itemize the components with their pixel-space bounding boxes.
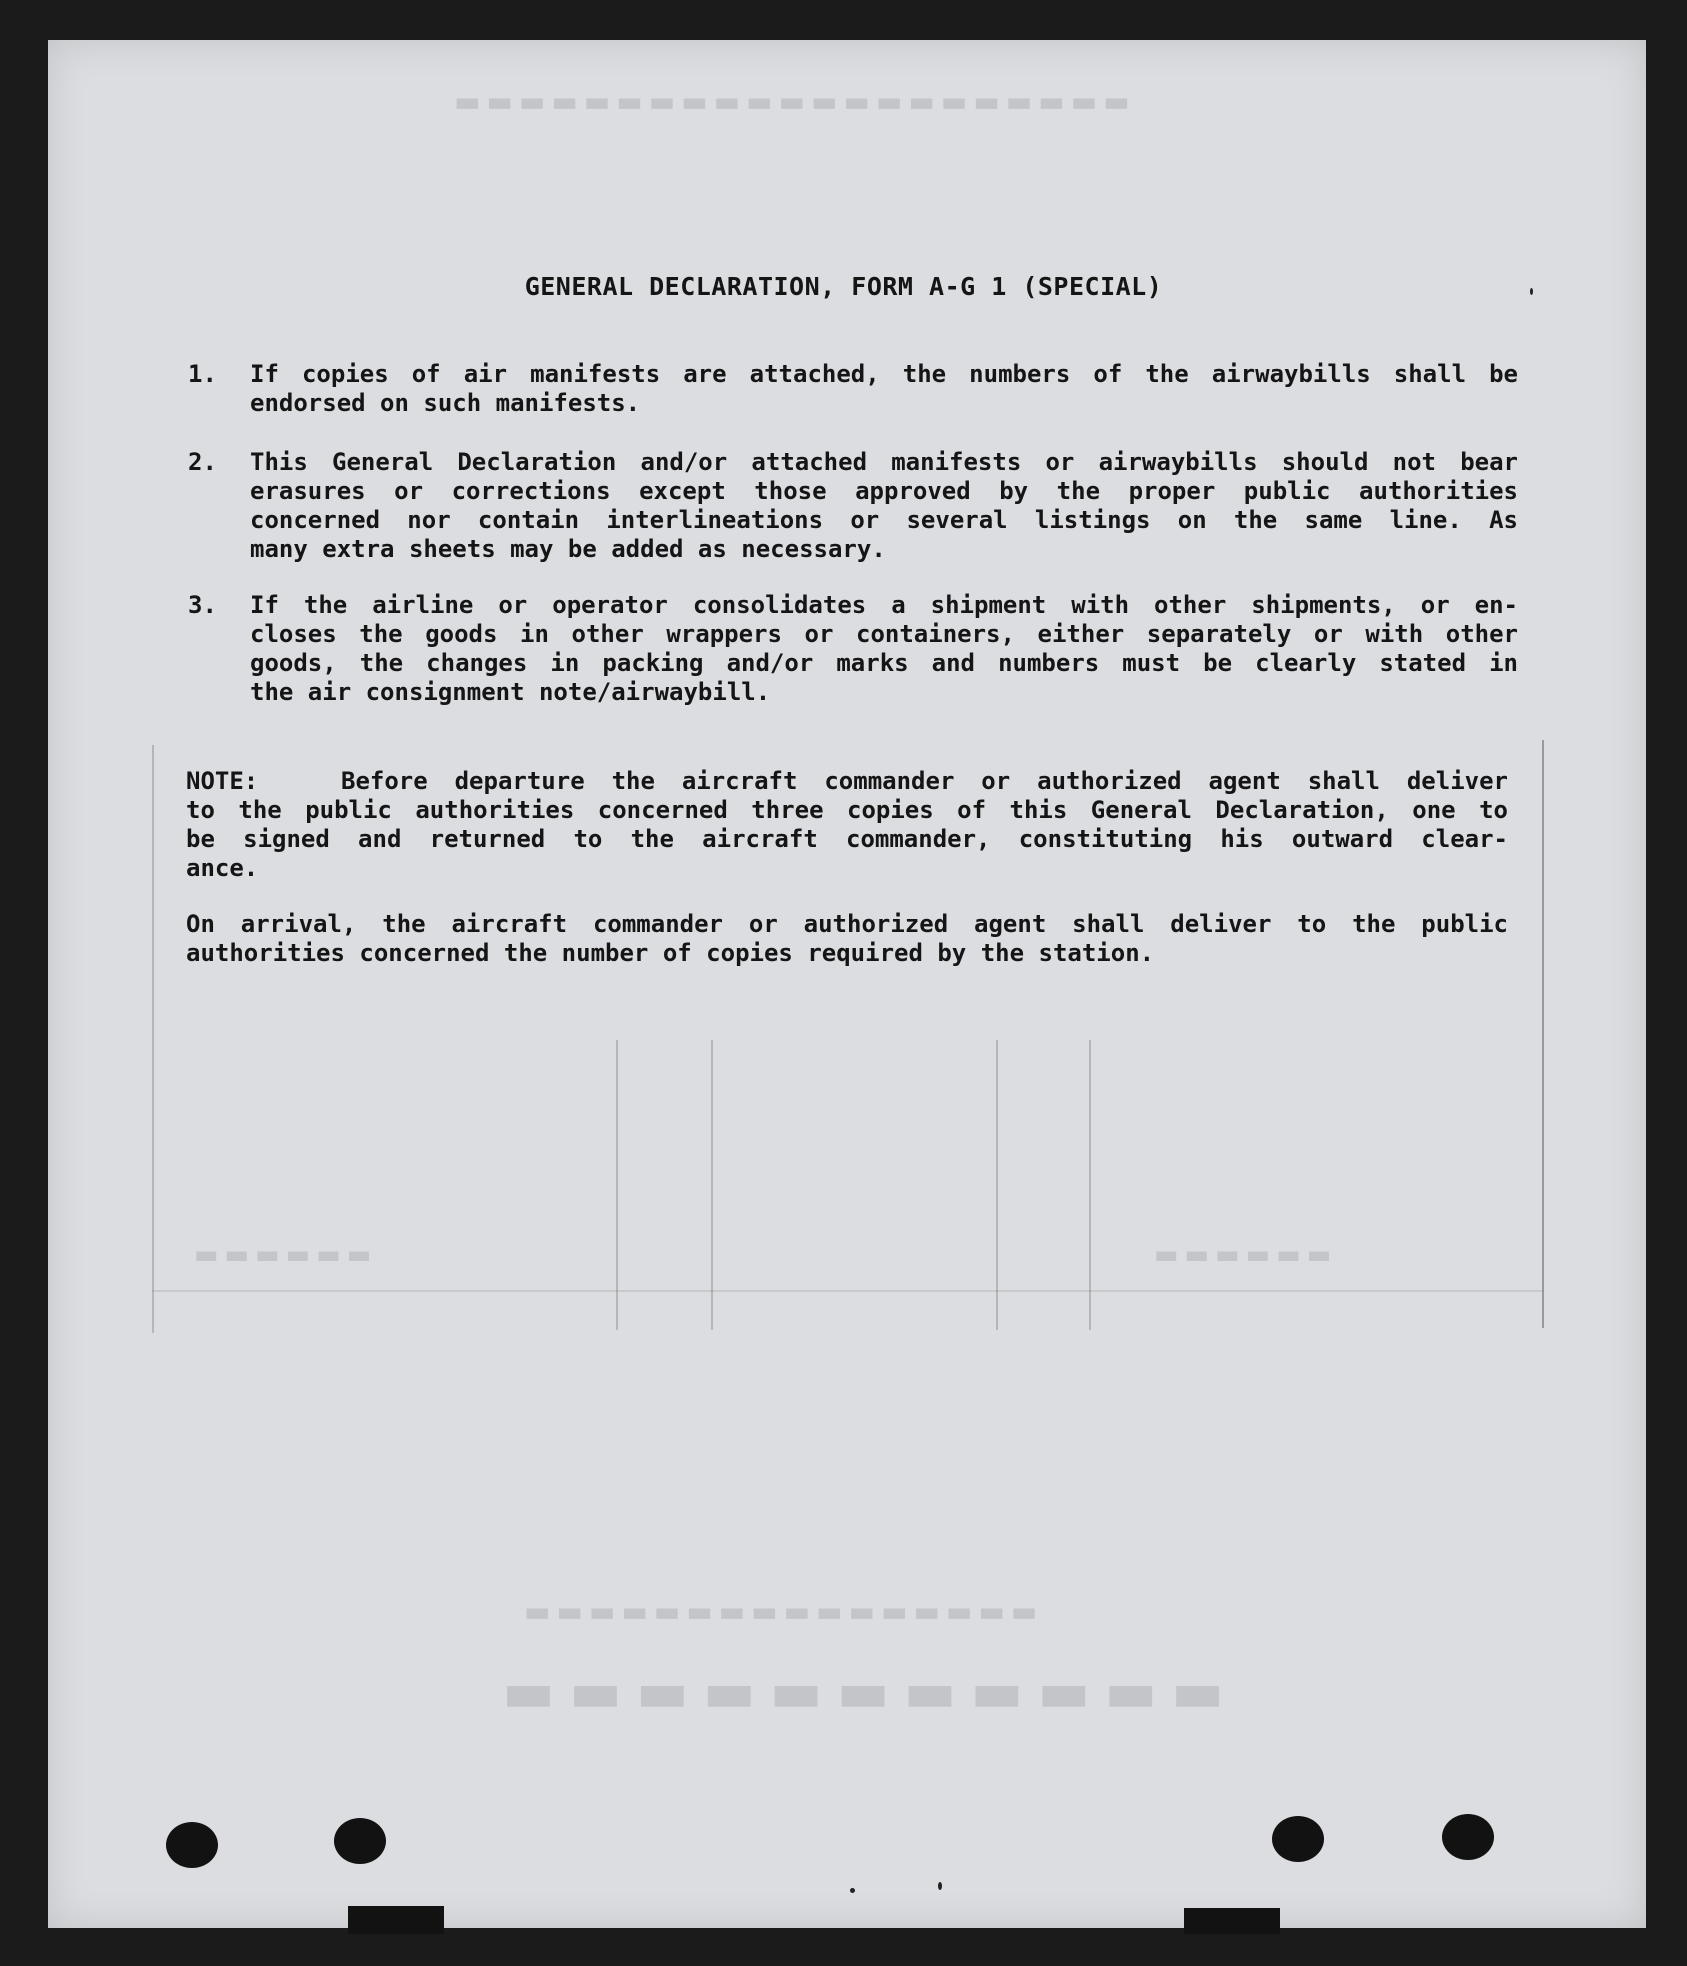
text-line: If the airline or operator consolidates a shipment with other shipments, or en- xyxy=(250,591,1518,619)
text-line: to the public authorities concerned three copies of this General Declaration, one to xyxy=(186,796,1508,824)
paper-speck xyxy=(1530,288,1533,295)
text-line: closes the goods in other wrappers or containers, either separately or with other xyxy=(250,620,1518,648)
bleed-through-subheading: ▬▬▬▬▬▬▬▬▬▬▬▬▬▬▬▬ xyxy=(518,1595,1038,1628)
text-line: On arrival, the aircraft commander or authorized agent shall deliver to the public xyxy=(186,910,1508,938)
frame-left-line xyxy=(152,745,154,1333)
document-title: GENERAL DECLARATION, FORM A-G 1 (SPECIAL) xyxy=(524,272,1163,301)
instruction-item-1 xyxy=(188,360,1518,418)
paper-sheet xyxy=(48,40,1646,1928)
item-number: 1. xyxy=(188,360,217,388)
text-line: the air consignment note/airwaybill. xyxy=(250,678,771,706)
binder-tab xyxy=(348,1906,444,1934)
punch-hole xyxy=(166,1822,218,1868)
frame-column-2 xyxy=(711,1040,713,1330)
text-line: erasures or corrections except those approved by the proper public authorities xyxy=(250,477,1518,505)
paper-speck xyxy=(938,1882,942,1890)
departure-note xyxy=(186,767,1508,883)
frame-column-3 xyxy=(996,1040,998,1330)
punch-hole xyxy=(334,1818,386,1864)
text-line: goods, the changes in packing and/or marks and numbers must be clearly stated in xyxy=(250,649,1518,677)
frame-bottom-line xyxy=(152,1290,1544,1292)
text-line: If copies of air manifests are attached, the numbers of the airwaybills shall be xyxy=(250,360,1518,388)
note-label: NOTE: xyxy=(186,767,259,795)
punch-hole xyxy=(1442,1814,1494,1860)
note-first-line xyxy=(186,767,1508,796)
item-text xyxy=(250,591,1518,707)
text-line: This General Declaration and/or attached manifests or airwaybills should not bear xyxy=(250,448,1518,476)
item-text xyxy=(250,448,1518,564)
frame-right-line xyxy=(1542,740,1544,1328)
paper-speck xyxy=(850,1888,855,1893)
punch-hole xyxy=(1272,1816,1324,1862)
text-line: endorsed on such manifests. xyxy=(250,389,641,417)
bleed-through-header: ▬▬▬▬▬▬▬▬▬▬▬▬▬▬▬▬▬▬▬▬▬ xyxy=(448,85,1130,118)
bleed-through-footer-right: ▬▬▬▬▬▬ xyxy=(1148,1240,1332,1270)
item-number: 2. xyxy=(188,448,217,476)
text-line: concerned nor contain interlineations or several listings on the same line. As xyxy=(250,506,1518,534)
frame-column-4 xyxy=(1089,1040,1091,1330)
bleed-through-footer-left: ▬▬▬▬▬▬ xyxy=(188,1240,372,1270)
instruction-item-3 xyxy=(188,591,1518,707)
instruction-item-2 xyxy=(188,448,1518,564)
item-number: 3. xyxy=(188,591,217,619)
bleed-through-heading: ▬▬▬▬▬▬▬▬▬▬▬ xyxy=(488,1660,1225,1725)
frame-column-1 xyxy=(616,1040,618,1330)
text-line: many extra sheets may be added as necessary. xyxy=(250,535,886,563)
text-line: be signed and returned to the aircraft commander, constituting his outward clear- xyxy=(186,825,1508,853)
text-line: Before departure the aircraft commander or authorized agent shall deliver xyxy=(341,767,1508,795)
text-line: authorities concerned the number of copies required by the station. xyxy=(186,939,1155,967)
binder-tab xyxy=(1184,1908,1280,1934)
item-text xyxy=(250,360,1518,418)
text-line: ance. xyxy=(186,854,259,882)
arrival-note xyxy=(186,910,1508,968)
